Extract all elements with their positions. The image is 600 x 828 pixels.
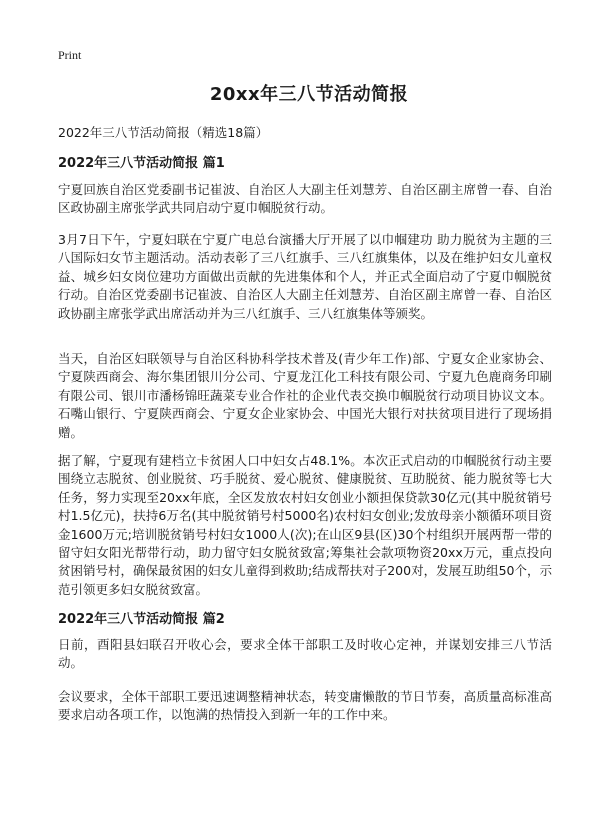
paragraph: 据了解，宁夏现有建档立卡贫困人口中妇女占48.1%。本次正式启动的巾帼脱贫行动主要围绕立志脱贫、创业脱贫、巧手脱贫、爱心脱贫、健康脱贫、互助脱贫、能力脱贫等七大任务，努力实现至20xx年底，全区发放农村妇女创业小额担保贷款30亿元(其中脱贫销号村1.5亿元)，扶持6万名(其中脱贫销号村5000名)农村妇女创业;发放母亲小额循环项目资金1600万元;培训脱贫销号村妇女1000人(次);在山区9县(区)30个村组织开展两帮一带的留守妇女阳光帮带行动，助力留守妇女脱贫致富;筹集社会款项物资20xx万元，重点投向贫困销号村，确保最贫困的妇女儿童得到救助;结成帮扶对子200对，发展互助组50个，示范引领更多妇女脱贫致富。 — [58, 453, 552, 597]
document-title: 20xx年三八节活动简报 — [209, 84, 409, 105]
section-heading-1: 2022年三八节活动简报 篇1 — [58, 156, 225, 171]
print-link[interactable]: Print — [58, 48, 82, 62]
document-subtitle: 2022年三八节活动简报（精选18篇） — [58, 125, 269, 140]
paragraph: 3月7日下午，宁夏妇联在宁夏广电总台演播大厅开展了以巾帼建功 助力脱贫为主题的三八国际妇女节主题活动。活动表彰了三八红旗手、三八红旗集体，以及在维护妇女儿童权益、城乡妇女岗位建功方面做出贡献的先进集体和个人，并正式全面启动了宁夏巾帼脱贫行动。自治区党委副书记崔波、自治区人大副主任刘慧芳、自治区副主席曾一春、自治区政协副主席张学武出席活动并为三八红旗手、三八红旗集体等颁奖。 — [58, 232, 552, 321]
paragraph: 当天，自治区妇联领导与自治区科协科学技术普及(青少年工作)部、宁夏女企业家协会、宁夏陕西商会、海尔集团银川分公司、宁夏龙江化工科技有限公司、宁夏九色鹿商务印刷有限公司、银川市潘杨锦旺蔬菜专业合作社的企业代表交换巾帼脱贫行动项目协议文本。石嘴山银行、宁夏陕西商会、宁夏女企业家协会、中国光大银行对扶贫项目进行了现场捐赠。 — [58, 351, 552, 440]
paragraph: 日前，酉阳县妇联召开收心会，要求全体干部职工及时收心定神，并谋划安排三八节活动。 — [58, 637, 552, 671]
paragraph: 会议要求，全体干部职工要迅速调整精神状态，转变庸懒散的节日节奏，高质量高标准高要求启动各项工作，以饱满的热情投入到新一年的工作中来。 — [58, 689, 552, 723]
section-heading-2: 2022年三八节活动简报 篇2 — [58, 612, 225, 627]
paragraph: 宁夏回族自治区党委副书记崔波、自治区人大副主任刘慧芳、自治区副主席曾一春、自治区政协副主席张学武共同启动宁夏巾帼脱贫行动。 — [58, 182, 552, 216]
